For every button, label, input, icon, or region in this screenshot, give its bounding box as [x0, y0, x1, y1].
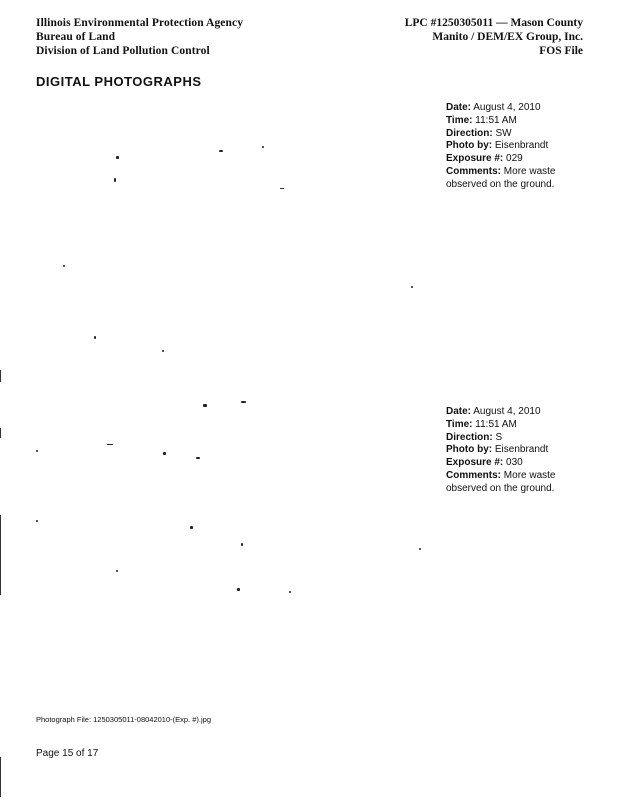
- speckle: [196, 457, 200, 459]
- direction-label: Direction:: [446, 431, 493, 443]
- photo-1-metadata: [446, 102, 596, 192]
- photo-1-exposure-row: [446, 153, 596, 166]
- photo-2-photographer-row: [446, 444, 596, 457]
- exposure-label: Exposure #:: [446, 457, 504, 469]
- scan-edge-mark: [0, 428, 1, 438]
- division-name: Division of Land Pollution Control: [36, 45, 210, 57]
- speckle: [241, 543, 243, 546]
- photo-2: [30, 400, 435, 700]
- speckle: [289, 591, 291, 593]
- comments-label: Comments:: [446, 165, 502, 177]
- site-id-county: LPC #1250305011 — Mason County: [404, 17, 583, 29]
- scan-edge-mark: [0, 370, 1, 382]
- photo-1-comments-row: [446, 166, 596, 192]
- site-name: Manito / DEM/EX Group, Inc.: [432, 31, 583, 43]
- file-type: FOS File: [539, 45, 583, 57]
- time-value: 11:51 AM: [475, 418, 517, 430]
- speckle: [163, 452, 166, 455]
- section-title: DIGITAL PHOTOGRAPHS: [36, 74, 202, 89]
- photo-2-time-row: [446, 419, 596, 432]
- photo-by-label: Photo by:: [446, 444, 493, 456]
- photo-1: [30, 96, 435, 396]
- speckle: [63, 265, 65, 267]
- speckle: [36, 450, 38, 452]
- speckle: [262, 146, 264, 148]
- photo-1-photographer-row: [446, 140, 596, 153]
- speckle: [280, 188, 284, 189]
- speckle: [237, 588, 240, 591]
- photograph-file-name: Photograph File: 1250305011-08042010-(Exp. #).jpg: [36, 715, 211, 724]
- photo-2-metadata: [446, 406, 596, 496]
- agency-name: Illinois Environmental Protection Agency: [36, 17, 244, 29]
- scan-edge-mark: [0, 757, 1, 797]
- speckle: [190, 526, 193, 529]
- time-label: Time:: [446, 114, 473, 126]
- scan-edge-mark: [0, 515, 1, 595]
- direction-label: Direction:: [446, 127, 493, 139]
- photo-2-exposure-row: [446, 457, 596, 470]
- photo-1-direction-row: [446, 128, 596, 141]
- exposure-label: Exposure #:: [446, 153, 504, 165]
- speckle: [116, 156, 119, 159]
- speckle: [116, 570, 118, 572]
- photo-by-value: Eisenbrandt: [494, 444, 549, 456]
- site-header: [405, 16, 583, 58]
- time-value: 11:51 AM: [475, 114, 517, 126]
- comments-value: More waste observed on the ground.: [446, 469, 556, 494]
- speckle: [411, 286, 413, 288]
- exposure-value: 030: [506, 457, 523, 469]
- date-value: August 4, 2010: [473, 102, 541, 113]
- speckle: [419, 548, 421, 550]
- agency-header: [36, 16, 243, 58]
- page-number: Page 15 of 17: [36, 748, 99, 759]
- speckle: [219, 150, 223, 152]
- photo-2-comments-row: [446, 470, 596, 496]
- speckle: [114, 178, 116, 182]
- direction-value: SW: [495, 127, 512, 139]
- date-label: Date:: [446, 406, 472, 417]
- speckle: [107, 444, 113, 445]
- photo-2-date-row: [446, 406, 596, 419]
- bureau-name: Bureau of Land: [36, 31, 116, 43]
- exposure-value: 029: [506, 153, 523, 165]
- time-label: Time:: [446, 418, 473, 430]
- speckle: [94, 336, 96, 339]
- comments-value: More waste observed on the ground.: [446, 165, 556, 190]
- photo-1-time-row: [446, 115, 596, 128]
- comments-label: Comments:: [446, 469, 502, 481]
- direction-value: S: [495, 431, 503, 443]
- date-value: August 4, 2010: [473, 406, 541, 417]
- speckle: [203, 404, 207, 407]
- photo-by-label: Photo by:: [446, 140, 493, 152]
- photo-by-value: Eisenbrandt: [494, 140, 549, 152]
- date-label: Date:: [446, 102, 472, 113]
- speckle: [36, 520, 38, 522]
- speckle: [162, 350, 164, 352]
- photo-1-date-row: [446, 102, 596, 115]
- speckle: [241, 401, 246, 403]
- photo-2-direction-row: [446, 432, 596, 445]
